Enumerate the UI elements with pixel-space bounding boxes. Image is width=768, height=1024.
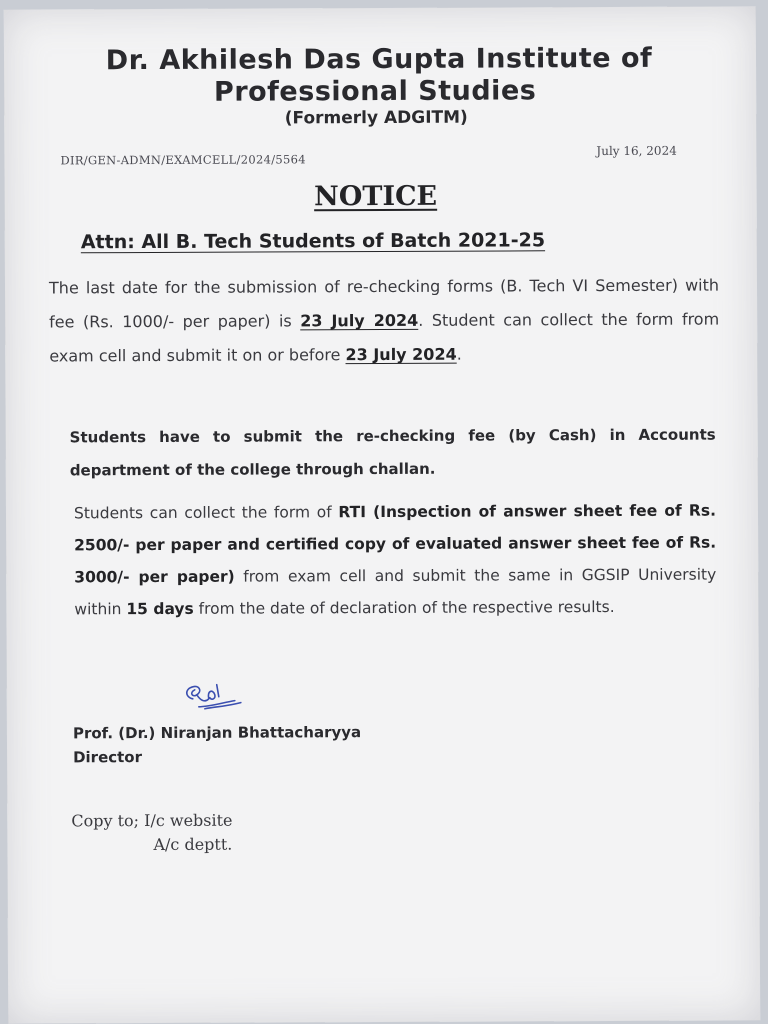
notice-date: July 16, 2024	[596, 143, 677, 159]
paragraph-recheck-deadline	[49, 269, 719, 374]
signatory-name: Prof. (Dr.) Niranjan Bhattacharyya	[72, 723, 362, 743]
paragraph-fee-payment: Students have to submit the re-checking fee (by Cash) in Accounts department of the college through challan.	[69, 425, 716, 480]
para3-text-1: Students can collect the form of	[73, 503, 339, 523]
formerly-name: (Formerly ADGITM)	[284, 107, 468, 129]
deadline-date-2: 23 July 2024	[345, 344, 457, 365]
reference-number: DIR/GEN-ADMN/EXAMCELL/2024/5564	[60, 152, 306, 168]
signatory-designation: Director	[73, 748, 143, 767]
notice-title-text: NOTICE	[314, 180, 438, 213]
para1-text-3: .	[456, 344, 462, 364]
rti-days: 15 days	[126, 599, 194, 619]
attention-line: Attn: All B. Tech Students of Batch 2021-25	[80, 229, 546, 254]
signatory-block	[73, 720, 361, 769]
copy-to-accounts: A/c deptt.	[153, 834, 233, 855]
copy-to-label: Copy to; I/c website	[71, 810, 233, 831]
para3-text-2: from exam cell and submit the same in GGSIP University within	[74, 565, 717, 619]
institute-name-line2: Professional Studies	[213, 75, 537, 108]
institute-name-line1: Dr. Akhilesh Das Gupta Institute of	[105, 42, 653, 77]
para1-text-2: . Student can collect the form from exam cell and submit it on or before	[49, 309, 720, 366]
rti-details: RTI (Inspection of answer sheet fee of Rs. 2500/- per paper and certified copy of evaluated answer sheet fee of Rs. 3000/- per paper)	[74, 501, 717, 587]
copy-to-block	[71, 809, 232, 858]
para1-text-1: The last date for the submission of re-checking forms (B. Tech VI Semester) with fee (Rs. 1000/- per paper) is	[48, 275, 720, 332]
notice-title	[5, 179, 747, 213]
paragraph-rti	[74, 495, 717, 626]
notice-document	[4, 6, 760, 1023]
deadline-date-1: 23 July 2024	[300, 310, 419, 331]
para3-text-3: from the date of declaration of the respective results.	[193, 597, 615, 618]
handwritten-signature	[179, 677, 249, 721]
